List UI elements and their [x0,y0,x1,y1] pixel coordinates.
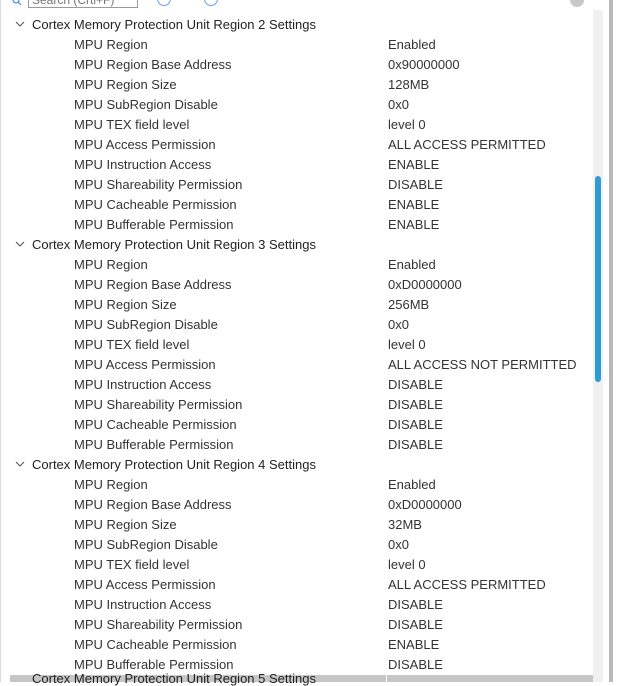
parameter-value[interactable]: ALL ACCESS NOT PERMITTED [388,357,577,372]
parameter-value[interactable]: 0x0 [388,317,409,332]
parameter-value[interactable]: Enabled [388,37,436,52]
parameter-name: MPU Instruction Access [74,377,212,392]
scrollbar-thumb[interactable] [595,176,601,382]
parameter-row[interactable] [0,175,593,195]
group-title: Cortex Memory Protection Unit Region 5 Settings [32,671,316,686]
parameter-value[interactable]: 0x0 [388,537,409,552]
parameter-name: MPU Shareability Permission [74,617,243,632]
search-toolbar [0,0,625,12]
parameter-value[interactable]: level 0 [388,337,426,352]
parameter-row[interactable] [0,75,593,95]
parameter-name: MPU Access Permission [74,137,216,152]
parameter-name: MPU Access Permission [74,357,216,372]
parameter-name: MPU Bufferable Permission [74,217,234,232]
panel-right-border [603,0,625,682]
parameter-row[interactable] [0,415,593,435]
parameter-name: MPU Shareability Permission [74,177,243,192]
parameter-name: MPU Bufferable Permission [74,657,234,672]
search-option-button[interactable] [157,0,171,6]
parameter-name: MPU Region Size [74,297,177,312]
search-icon [12,0,22,4]
parameter-name: MPU Access Permission [74,577,216,592]
parameter-name: MPU SubRegion Disable [74,537,218,552]
parameter-name: MPU Cacheable Permission [74,637,237,652]
parameter-tree [0,15,593,675]
parameter-name: MPU Region Base Address [74,57,232,72]
parameter-name: MPU Instruction Access [74,597,212,612]
parameter-name: MPU Shareability Permission [74,397,243,412]
parameter-name: MPU Bufferable Permission [74,437,234,452]
parameter-name: MPU Cacheable Permission [74,197,237,212]
parameter-value[interactable]: 0xD0000000 [388,277,462,292]
parameter-row[interactable] [0,435,593,455]
parameter-value[interactable]: Enabled [388,257,436,272]
search-next-button[interactable] [204,0,218,6]
parameter-name: MPU SubRegion Disable [74,317,218,332]
parameter-row[interactable] [0,515,593,535]
parameter-row[interactable] [0,95,593,115]
parameter-row[interactable] [0,475,593,495]
parameter-row[interactable] [0,395,593,415]
parameter-value[interactable]: ALL ACCESS PERMITTED [388,137,546,152]
parameter-name: MPU Region [74,37,148,52]
parameter-name: MPU Region [74,477,148,492]
parameter-row[interactable] [0,195,593,215]
group-header-region-4[interactable] [0,455,593,475]
parameter-name: MPU Region Base Address [74,277,232,292]
column-divider [386,675,387,682]
parameter-row[interactable] [0,55,593,75]
parameter-value[interactable]: DISABLE [388,437,443,452]
parameter-row[interactable] [0,215,593,235]
parameter-row[interactable] [0,35,593,55]
parameter-value[interactable]: DISABLE [388,177,443,192]
parameter-value[interactable]: DISABLE [388,397,443,412]
group-header-region-5[interactable] [10,671,593,686]
search-input[interactable] [28,0,138,8]
chevron-down-icon[interactable] [14,15,26,35]
parameter-name: MPU SubRegion Disable [74,97,218,112]
parameter-value[interactable]: DISABLE [388,377,443,392]
parameter-row[interactable] [0,535,593,555]
parameter-row[interactable] [0,155,593,175]
group-title: Cortex Memory Protection Unit Region 3 Settings [32,237,316,252]
parameter-name: MPU Region Base Address [74,497,232,512]
parameter-row[interactable] [0,335,593,355]
parameter-value[interactable]: ALL ACCESS PERMITTED [388,577,546,592]
parameter-name: MPU Cacheable Permission [74,417,237,432]
group-header-region-3[interactable] [0,235,593,255]
parameter-value[interactable]: DISABLE [388,417,443,432]
parameter-row[interactable] [0,355,593,375]
parameter-value[interactable]: DISABLE [388,617,443,632]
parameter-name: MPU Instruction Access [74,157,212,172]
parameter-value[interactable]: ENABLE [388,637,440,652]
parameter-name: MPU TEX field level [74,557,190,572]
parameter-value[interactable]: ENABLE [388,157,440,172]
group-title: Cortex Memory Protection Unit Region 2 Settings [32,17,316,32]
info-icon[interactable] [570,0,584,7]
parameter-value[interactable]: 0xD0000000 [388,497,462,512]
parameter-row[interactable] [0,315,593,335]
parameter-value[interactable]: DISABLE [388,597,443,612]
parameter-row[interactable] [0,135,593,155]
group-header-region-2[interactable] [0,15,593,35]
parameter-row[interactable] [0,615,593,635]
parameter-value[interactable]: 0x0 [388,97,409,112]
parameter-name: MPU Region Size [74,77,177,92]
parameter-value[interactable]: 32MB [388,517,422,532]
parameter-row[interactable] [0,575,593,595]
group-title: Cortex Memory Protection Unit Region 4 Settings [32,457,316,472]
parameter-value[interactable]: Enabled [388,477,436,492]
parameter-value[interactable]: ENABLE [388,197,440,212]
parameter-row[interactable] [0,495,593,515]
parameter-row[interactable] [0,635,593,655]
parameter-value[interactable]: level 0 [388,557,426,572]
parameter-row[interactable] [0,595,593,615]
parameter-row[interactable] [0,255,593,275]
parameter-row[interactable] [0,275,593,295]
parameter-name: MPU Region Size [74,517,177,532]
chevron-down-icon[interactable] [14,455,26,475]
parameter-value[interactable]: 256MB [388,297,430,312]
parameter-value[interactable]: DISABLE [388,657,443,672]
parameter-name: MPU TEX field level [74,337,190,352]
parameter-row[interactable] [0,375,593,395]
parameter-row[interactable] [0,555,593,575]
parameter-value[interactable]: ENABLE [388,217,440,232]
parameter-value[interactable]: 128MB [388,77,430,92]
parameter-value[interactable]: level 0 [388,117,426,132]
parameter-name: MPU Region [74,257,148,272]
parameter-name: MPU TEX field level [74,117,190,132]
chevron-down-icon[interactable] [14,235,26,255]
parameter-row[interactable] [0,115,593,135]
parameter-row[interactable] [0,295,593,315]
vertical-scrollbar[interactable] [593,10,603,682]
parameter-value[interactable]: 0x90000000 [388,57,460,72]
